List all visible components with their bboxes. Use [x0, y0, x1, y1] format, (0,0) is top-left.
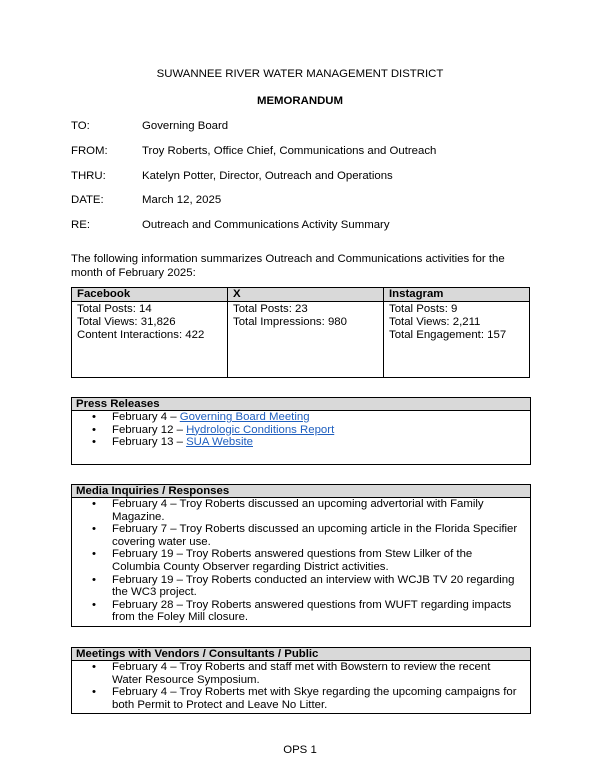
item-date: February 13 – [112, 436, 187, 449]
section-heading: Meetings with Vendors / Consultants / Public [72, 648, 530, 661]
facebook-stats-cell [72, 302, 228, 378]
field-label: DATE: [71, 194, 104, 206]
column-header-facebook: Facebook [72, 288, 228, 302]
field-value: March 12, 2025 [142, 194, 222, 206]
press-release-link[interactable]: SUA Website [186, 436, 253, 449]
column-header-x: X [228, 288, 384, 302]
field-value: Katelyn Potter, Director, Outreach and Operations [142, 170, 393, 182]
list-item [92, 573, 530, 599]
stat-line: Total Posts: 14 [77, 303, 152, 315]
item-text: February 4 – Troy Roberts met with Skye regarding the upcoming campaigns for both Permit to Protect and Leave No Litter. [112, 686, 517, 711]
media-inquiries-list [72, 498, 530, 624]
press-release-link[interactable]: Hydrologic Conditions Report [186, 423, 335, 436]
list-item [92, 523, 530, 548]
stat-line: Total Views: 31,826 [77, 316, 176, 328]
bullet-icon: • [92, 436, 96, 449]
organization-name: SUWANNEE RIVER WATER MANAGEMENT DISTRICT [156, 68, 444, 80]
list-item [92, 436, 530, 449]
list-item [92, 686, 530, 711]
field-label: RE: [71, 219, 90, 231]
page-number: OPS 1 [283, 744, 317, 756]
list-item [92, 411, 530, 424]
intro-paragraph: The following information summarizes Outreach and Communications activities for the month of February 2025: [71, 253, 505, 279]
stat-line: Total Impressions: 980 [233, 316, 347, 328]
meetings-box [71, 647, 531, 714]
bullet-icon: • [92, 548, 96, 561]
field-label: FROM: [71, 145, 108, 157]
press-releases-box [71, 397, 531, 465]
stat-line: Total Posts: 9 [389, 303, 458, 315]
list-item [92, 661, 530, 686]
column-header-instagram: Instagram [384, 288, 530, 302]
bullet-icon: • [92, 423, 96, 436]
bullet-icon: • [92, 573, 96, 586]
item-date: February 12 – [112, 423, 187, 436]
bullet-icon: • [92, 661, 96, 673]
bullet-icon: • [92, 686, 96, 699]
social-media-table [71, 287, 530, 378]
section-heading: Media Inquiries / Responses [72, 485, 530, 498]
field-value: Troy Roberts, Office Chief, Communications and Outreach [142, 145, 437, 157]
bullet-icon: • [92, 523, 96, 536]
item-date: February 4 – [112, 411, 180, 423]
field-value: Outreach and Communications Activity Summary [142, 219, 390, 231]
item-text: February 28 – Troy Roberts answered questions from WUFT regarding impacts from the Foley Mill closure. [112, 598, 512, 624]
list-item [92, 548, 530, 573]
bullet-icon: • [92, 498, 96, 510]
list-item [92, 498, 530, 523]
table-header-row [72, 288, 530, 302]
document-type-heading: MEMORANDUM [256, 95, 344, 107]
press-release-link[interactable]: Governing Board Meeting [179, 411, 310, 423]
section-heading: Press Releases [72, 398, 530, 411]
item-text: February 19 – Troy Roberts conducted an interview with WCJB TV 20 regarding the WC3 project. [112, 573, 515, 599]
table-row [72, 302, 530, 378]
stat-line: Total Views: 2,211 [389, 316, 481, 328]
field-label: TO: [71, 120, 90, 132]
meetings-list [72, 661, 530, 711]
press-release-list [72, 411, 530, 449]
list-item [92, 423, 530, 437]
stat-line: Total Posts: 23 [233, 303, 308, 315]
bullet-icon: • [92, 598, 96, 611]
field-label: THRU: [71, 170, 106, 182]
item-text: February 4 – Troy Roberts and staff met with Bowstern to review the recent Water Resource Symposium. [112, 661, 491, 686]
item-text: February 4 – Troy Roberts discussed an upcoming advertorial with Family Magazine. [112, 498, 484, 523]
instagram-stats-cell [384, 302, 530, 378]
x-stats-cell [228, 302, 384, 378]
stat-line: Total Engagement: 157 [389, 329, 507, 341]
bullet-icon: • [92, 411, 96, 423]
field-value: Governing Board [142, 120, 229, 132]
list-item [92, 598, 530, 624]
item-text: February 7 – Troy Roberts discussed an upcoming article in the Florida Specifier covering water use. [112, 523, 518, 548]
item-text: February 19 – Troy Roberts answered questions from Stew Lilker of the Columbia County Observer regarding District activities. [112, 548, 473, 573]
stat-line: Content Interactions: 422 [77, 329, 205, 341]
media-inquiries-box [71, 484, 531, 627]
